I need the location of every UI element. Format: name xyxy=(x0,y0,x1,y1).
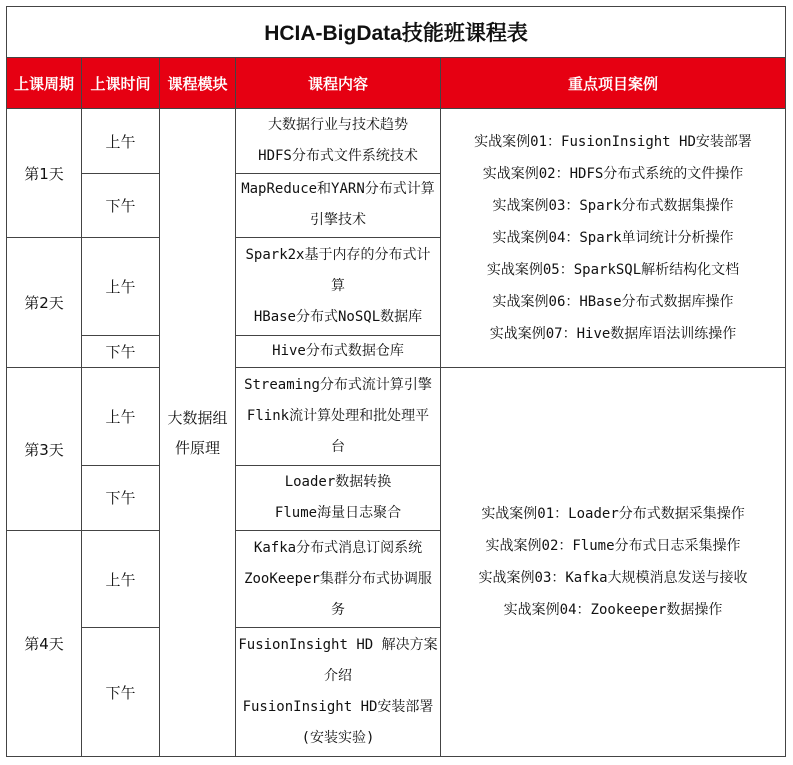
content-line: MapReduce和YARN分布式计算 xyxy=(241,181,435,198)
content-line: HBase分布式NoSQL数据库 xyxy=(253,309,423,326)
content-cell xyxy=(236,465,441,530)
day-4-label: 第4天 xyxy=(7,531,82,757)
header-cycle: 上课周期 xyxy=(7,58,82,109)
case-line: 实战案例03：Spark分布式数据集操作 xyxy=(492,198,734,215)
content-line: 台 xyxy=(331,439,345,456)
cases-block-b xyxy=(441,368,786,757)
day-1-am: 上午 xyxy=(82,109,160,173)
content-line: Streaming分布式流计算引擎 xyxy=(244,377,432,394)
header-row xyxy=(7,58,786,109)
content-line: Kafka分布式消息订阅系统 xyxy=(253,539,423,556)
day-2-label: 第2天 xyxy=(7,237,82,368)
case-line: 实战案例07：Hive数据库语法训练操作 xyxy=(489,326,737,343)
content-line: Flink流计算处理和批处理平 xyxy=(246,408,430,425)
day-1-pm: 下午 xyxy=(82,173,160,237)
header-cases: 重点项目案例 xyxy=(441,58,786,109)
content-line: 介绍 xyxy=(324,668,352,685)
day-4-pm: 下午 xyxy=(82,628,160,757)
case-line: 实战案例06：HBase分布式数据库操作 xyxy=(492,294,734,311)
content-cell xyxy=(236,531,441,628)
content-cell xyxy=(236,237,441,335)
day-4-am: 上午 xyxy=(82,531,160,628)
content-line: FusionInsight HD 解决方案 xyxy=(238,637,438,654)
cases-block-a xyxy=(441,109,786,368)
case-line: 实战案例01：FusionInsight HD安装部署 xyxy=(474,134,752,151)
day-1-label: 第1天 xyxy=(7,109,82,238)
content-line: Spark2x基于内存的分布式计 xyxy=(245,247,431,264)
case-line: 实战案例01：Loader分布式数据采集操作 xyxy=(481,506,745,523)
content-line: 务 xyxy=(331,601,345,618)
content-cell xyxy=(236,173,441,237)
header-time: 上课时间 xyxy=(82,58,160,109)
header-module: 课程模块 xyxy=(160,58,236,109)
content-line: Loader数据转换 xyxy=(284,473,392,490)
content-line: 算 xyxy=(331,278,345,295)
case-line: 实战案例04：Spark单词统计分析操作 xyxy=(492,230,734,247)
content-cell xyxy=(236,628,441,757)
case-line: 实战案例02：HDFS分布式系统的文件操作 xyxy=(482,166,744,183)
table-title: HCIA-BigData技能班课程表 xyxy=(7,7,786,58)
module-label xyxy=(160,109,236,757)
day-3-pm: 下午 xyxy=(82,465,160,530)
module-text: 大数据组件原理 xyxy=(167,408,228,457)
day-3-label: 第3天 xyxy=(7,368,82,531)
content-cell xyxy=(236,336,441,368)
content-cell xyxy=(236,109,441,173)
content-line: ZooKeeper集群分布式协调服 xyxy=(244,570,432,587)
content-line: 大数据行业与技术趋势 xyxy=(268,117,408,134)
content-line: FusionInsight HD安装部署 xyxy=(242,699,434,716)
content-line: Hive分布式数据仓库 xyxy=(272,343,404,360)
case-line: 实战案例05：SparkSQL解析结构化文档 xyxy=(486,262,740,279)
case-line: 实战案例04：Zookeeper数据操作 xyxy=(503,602,723,619)
case-line: 实战案例03：Kafka大规模消息发送与接收 xyxy=(478,570,748,587)
content-line: Flume海量日志聚合 xyxy=(274,504,402,521)
day-2-pm: 下午 xyxy=(82,336,160,368)
case-line: 实战案例02：Flume分布式日志采集操作 xyxy=(485,538,741,555)
content-line: HDFS分布式文件系统技术 xyxy=(258,148,418,165)
day-3-am: 上午 xyxy=(82,368,160,465)
header-content: 课程内容 xyxy=(236,58,441,109)
content-line: 引擎技术 xyxy=(310,212,366,229)
content-cell xyxy=(236,368,441,465)
content-line: (安装实验) xyxy=(301,730,375,747)
course-schedule-table xyxy=(6,6,786,757)
day-2-am: 上午 xyxy=(82,237,160,335)
